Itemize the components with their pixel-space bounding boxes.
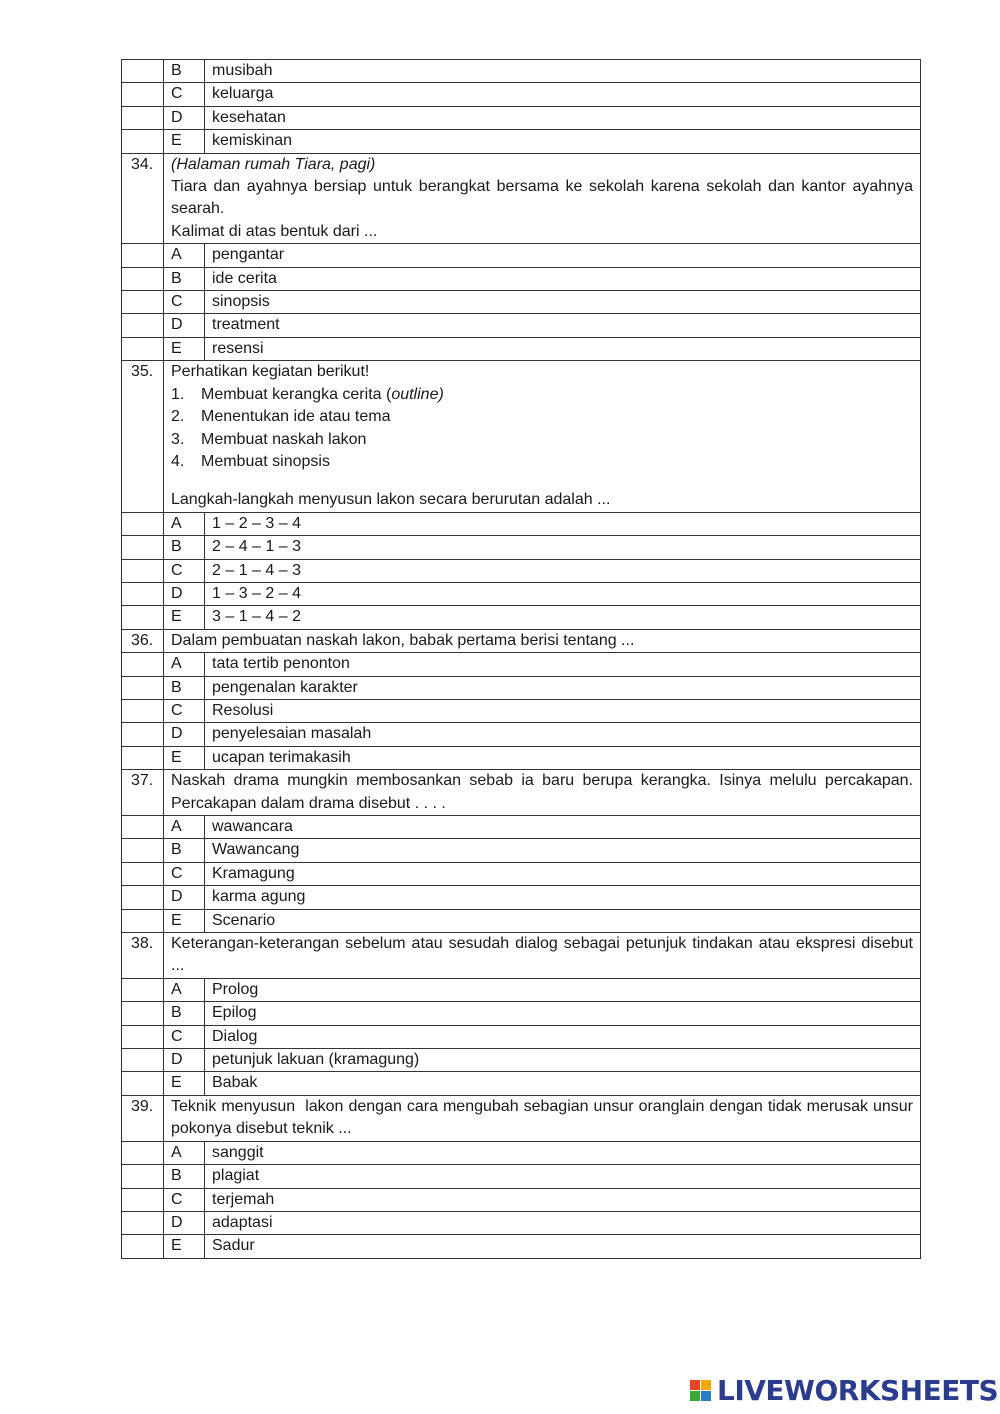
option-letter: E <box>164 606 205 629</box>
option-text: musibah <box>205 60 921 83</box>
option-row[interactable] <box>122 723 921 746</box>
option-text: plagiat <box>205 1165 921 1188</box>
option-letter: A <box>164 978 205 1001</box>
option-text: adaptasi <box>205 1211 921 1234</box>
scene-direction: (Halaman rumah Tiara, pagi) <box>171 155 376 173</box>
logo-square <box>701 1391 711 1401</box>
option-text: Epilog <box>205 1002 921 1025</box>
option-letter: B <box>164 60 205 83</box>
option-row[interactable] <box>122 1188 921 1211</box>
list-item: 4. Membuat sinopsis <box>171 452 330 470</box>
option-text: Sadur <box>205 1235 921 1258</box>
option-row[interactable] <box>122 106 921 129</box>
option-text: keluarga <box>205 83 921 106</box>
option-text: treatment <box>205 314 921 337</box>
option-text: tata tertib penonton <box>205 653 921 676</box>
option-letter: B <box>164 839 205 862</box>
option-letter: D <box>164 723 205 746</box>
option-letter: E <box>164 1235 205 1258</box>
option-letter: A <box>164 1141 205 1164</box>
question-row-36 <box>122 629 921 652</box>
option-text: kemiskinan <box>205 130 921 153</box>
option-text: 2 – 1 – 4 – 3 <box>205 559 921 582</box>
option-text: 3 – 1 – 4 – 2 <box>205 606 921 629</box>
liveworksheets-logo[interactable] <box>690 1374 998 1407</box>
question-text: Teknik menyusun lakon dengan cara mengubah sebagian unsur oranglain dengan tidak merusak unsur pokonya disebut teknik ... <box>164 1095 921 1141</box>
option-row[interactable] <box>122 314 921 337</box>
option-letter: E <box>164 130 205 153</box>
option-row[interactable] <box>122 1141 921 1164</box>
option-text: kesehatan <box>205 106 921 129</box>
option-letter: A <box>164 512 205 535</box>
option-letter: B <box>164 1002 205 1025</box>
option-row[interactable] <box>122 909 921 932</box>
option-letter: D <box>164 314 205 337</box>
logo-square <box>690 1380 700 1390</box>
option-letter: C <box>164 83 205 106</box>
option-text: pengenalan karakter <box>205 676 921 699</box>
question-number: 34. <box>122 153 164 244</box>
logo-squares-icon <box>690 1380 711 1401</box>
option-text: 1 – 2 – 3 – 4 <box>205 512 921 535</box>
option-row[interactable] <box>122 536 921 559</box>
option-letter: C <box>164 862 205 885</box>
option-text: Prolog <box>205 978 921 1001</box>
option-letter: C <box>164 291 205 314</box>
option-letter: E <box>164 909 205 932</box>
option-letter: B <box>164 267 205 290</box>
option-text: resensi <box>205 337 921 360</box>
option-letter: A <box>164 244 205 267</box>
option-row[interactable] <box>122 606 921 629</box>
option-letter: D <box>164 1049 205 1072</box>
logo-square <box>690 1391 700 1401</box>
option-row[interactable] <box>122 1049 921 1072</box>
option-text: Scenario <box>205 909 921 932</box>
option-letter: B <box>164 676 205 699</box>
option-letter: D <box>164 106 205 129</box>
option-row[interactable] <box>122 1072 921 1095</box>
option-text: petunjuk lakuan (kramagung) <box>205 1049 921 1072</box>
option-text: ucapan terimakasih <box>205 746 921 769</box>
option-row[interactable] <box>122 978 921 1001</box>
option-row[interactable] <box>122 244 921 267</box>
option-row[interactable] <box>122 1211 921 1234</box>
option-text: 2 – 4 – 1 – 3 <box>205 536 921 559</box>
option-letter: B <box>164 1165 205 1188</box>
question-text <box>164 153 921 244</box>
question-row-39 <box>122 1095 921 1141</box>
option-row[interactable] <box>122 653 921 676</box>
option-letter: D <box>164 886 205 909</box>
activity-list <box>171 384 913 474</box>
option-letter: B <box>164 536 205 559</box>
option-text: sanggit <box>205 1141 921 1164</box>
option-row[interactable] <box>122 886 921 909</box>
option-row[interactable] <box>122 1002 921 1025</box>
quiz-table <box>121 59 921 1259</box>
list-item: 1. Membuat kerangka cerita (outline) <box>171 385 444 403</box>
option-letter: A <box>164 653 205 676</box>
question-text: Keterangan-keterangan sebelum atau sesudah dialog sebagai petunjuk tindakan atau ekspresi disebut ... <box>164 933 921 979</box>
brand-name: LIVEWORKSHEETS <box>717 1374 999 1407</box>
question-number: 39. <box>122 1095 164 1141</box>
option-row[interactable] <box>122 676 921 699</box>
option-row[interactable] <box>122 1025 921 1048</box>
question-number: 36. <box>122 629 164 652</box>
option-letter: A <box>164 816 205 839</box>
question-passage: Tiara dan ayahnya bersiap untuk berangkat bersama ke sekolah karena sekolah dan kantor ayahnya searah. <box>171 178 913 218</box>
option-text: Dialog <box>205 1025 921 1048</box>
option-text: Wawancang <box>205 839 921 862</box>
option-text: penyelesaian masalah <box>205 723 921 746</box>
logo-square <box>701 1380 711 1390</box>
question-number: 37. <box>122 770 164 816</box>
question-text: Naskah drama mungkin membosankan sebab ia baru berupa kerangka. Isinya melulu percakapan. Percakapan dalam drama disebut . . . . <box>164 770 921 816</box>
list-item: 2. Menentukan ide atau tema <box>171 408 391 426</box>
question-prompt: Langkah-langkah menyusun lakon secara berurutan adalah ... <box>171 491 611 509</box>
option-row[interactable] <box>122 816 921 839</box>
option-row[interactable] <box>122 60 921 83</box>
option-row[interactable] <box>122 559 921 582</box>
option-letter: C <box>164 559 205 582</box>
option-row[interactable] <box>122 839 921 862</box>
option-text: terjemah <box>205 1188 921 1211</box>
question-number: 38. <box>122 933 164 979</box>
option-row[interactable] <box>122 582 921 605</box>
option-row[interactable] <box>122 337 921 360</box>
option-letter: E <box>164 746 205 769</box>
list-item: 3. Membuat naskah lakon <box>171 430 367 448</box>
option-letter: D <box>164 582 205 605</box>
option-row[interactable] <box>122 267 921 290</box>
question-row-34 <box>122 153 921 244</box>
option-text: 1 – 3 – 2 – 4 <box>205 582 921 605</box>
option-letter: E <box>164 337 205 360</box>
option-text: ide cerita <box>205 267 921 290</box>
option-letter: C <box>164 699 205 722</box>
option-letter: C <box>164 1188 205 1211</box>
option-row[interactable] <box>122 291 921 314</box>
option-row[interactable] <box>122 1165 921 1188</box>
option-text: Kramagung <box>205 862 921 885</box>
question-row-37 <box>122 770 921 816</box>
option-row[interactable] <box>122 512 921 535</box>
question-prompt: Kalimat di atas bentuk dari ... <box>171 222 378 240</box>
question-row-35 <box>122 361 921 512</box>
option-text: karma agung <box>205 886 921 909</box>
option-row[interactable] <box>122 862 921 885</box>
question-row-38 <box>122 933 921 979</box>
option-letter: C <box>164 1025 205 1048</box>
question-text <box>164 361 921 512</box>
option-row[interactable] <box>122 1235 921 1258</box>
option-letter: D <box>164 1211 205 1234</box>
option-text: pengantar <box>205 244 921 267</box>
question-number: 35. <box>122 361 164 512</box>
option-text: sinopsis <box>205 291 921 314</box>
option-text: wawancara <box>205 816 921 839</box>
question-intro: Perhatikan kegiatan berikut! <box>171 363 370 381</box>
option-row[interactable] <box>122 699 921 722</box>
option-text: Babak <box>205 1072 921 1095</box>
option-text: Resolusi <box>205 699 921 722</box>
option-row[interactable] <box>122 746 921 769</box>
option-letter: E <box>164 1072 205 1095</box>
option-row[interactable] <box>122 83 921 106</box>
question-text: Dalam pembuatan naskah lakon, babak pertama berisi tentang ... <box>164 629 921 652</box>
option-row[interactable] <box>122 130 921 153</box>
